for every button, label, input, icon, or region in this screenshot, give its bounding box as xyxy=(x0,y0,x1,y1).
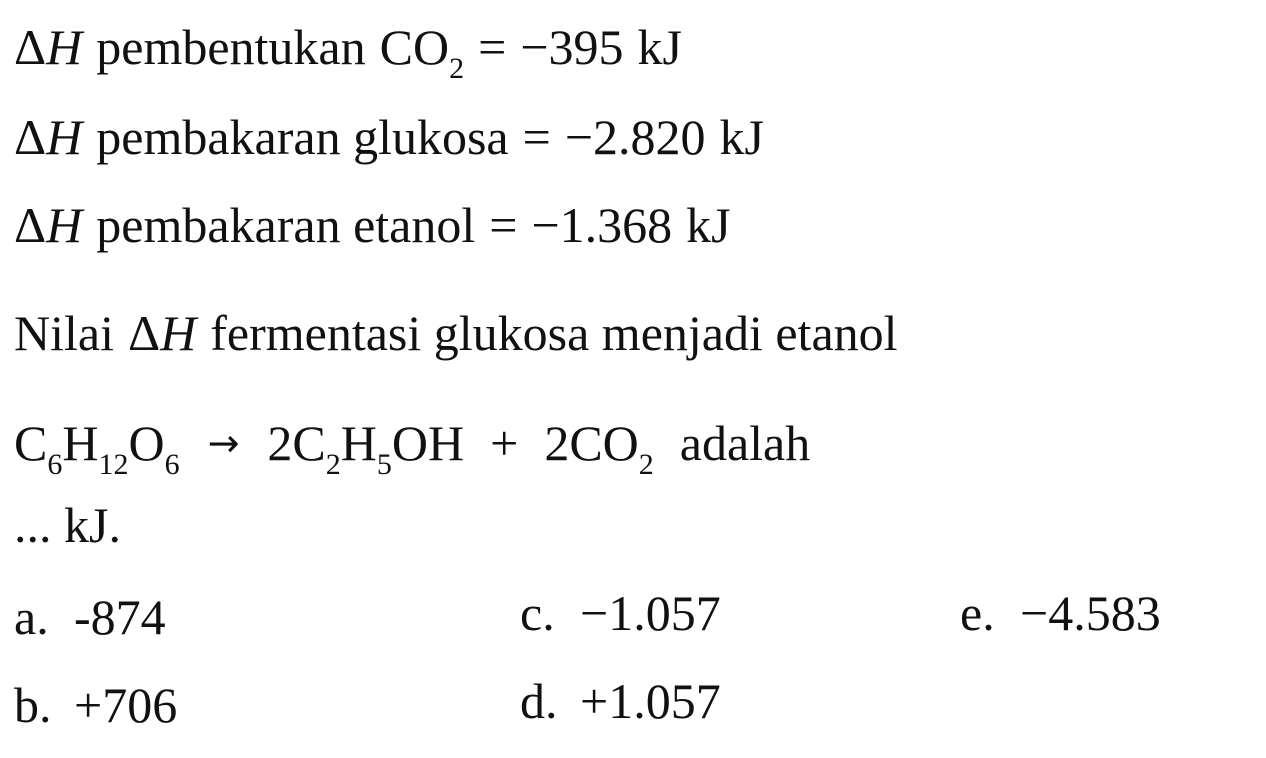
option-value: −1.057 xyxy=(580,585,721,641)
enthalpy-variable: H xyxy=(46,19,83,75)
co2-subscript: 2 xyxy=(449,52,465,85)
option-b[interactable] xyxy=(14,677,178,733)
option-letter: a. xyxy=(14,589,49,645)
question-ending: ... kJ. xyxy=(14,497,121,553)
given-line-glucose xyxy=(14,109,764,165)
given-desc: pembentukan xyxy=(96,19,366,75)
given-unit: kJ xyxy=(686,197,731,253)
option-value: +1.057 xyxy=(580,673,721,729)
plus-sign: + xyxy=(490,415,519,471)
given-line-co2 xyxy=(14,19,682,85)
enthalpy-variable: H xyxy=(46,109,83,165)
reactant-formula: $C_6H_{12}O_6$ xyxy=(14,415,180,481)
option-a[interactable] xyxy=(14,589,166,645)
co2-formula: CO xyxy=(379,19,450,75)
option-letter: b. xyxy=(14,677,52,733)
option-value: -874 xyxy=(74,589,166,645)
option-value: −4.583 xyxy=(1020,585,1161,641)
option-d[interactable] xyxy=(520,673,721,729)
given-line-ethanol xyxy=(14,197,731,253)
question-tail: adalah xyxy=(679,415,811,471)
given-value: −395 xyxy=(520,19,624,75)
option-e[interactable] xyxy=(960,585,1161,641)
reaction-arrow-icon: → xyxy=(207,421,240,465)
question-suffix: fermentasi glukosa menjadi etanol xyxy=(210,305,898,361)
product-co2: $2CO_2$ xyxy=(544,415,654,481)
reaction-equation xyxy=(14,415,811,481)
given-desc: pembakaran glukosa xyxy=(96,109,509,165)
question-text xyxy=(14,305,898,361)
option-letter: e. xyxy=(960,585,995,641)
product-ethanol: $2C_2H_5OH$ xyxy=(267,415,465,481)
enthalpy-variable: H xyxy=(46,197,83,253)
option-letter: c. xyxy=(520,585,555,641)
equals-sign: = xyxy=(478,19,507,75)
given-unit: kJ xyxy=(637,19,682,75)
given-value: −2.820 xyxy=(564,109,706,165)
option-letter: d. xyxy=(520,673,558,729)
equals-sign: = xyxy=(489,197,518,253)
equals-sign: = xyxy=(522,109,551,165)
delta-symbol: Δ xyxy=(127,305,161,361)
option-c[interactable] xyxy=(520,585,721,641)
delta-symbol: Δ xyxy=(14,19,47,75)
delta-symbol: Δ xyxy=(14,197,47,253)
given-desc: pembakaran etanol xyxy=(96,197,476,253)
given-unit: kJ xyxy=(719,109,764,165)
delta-symbol: Δ xyxy=(14,109,47,165)
enthalpy-variable: H xyxy=(160,305,197,361)
option-value: +706 xyxy=(74,677,178,733)
given-value: −1.368 xyxy=(531,197,673,253)
question-prefix: Nilai xyxy=(14,305,114,361)
